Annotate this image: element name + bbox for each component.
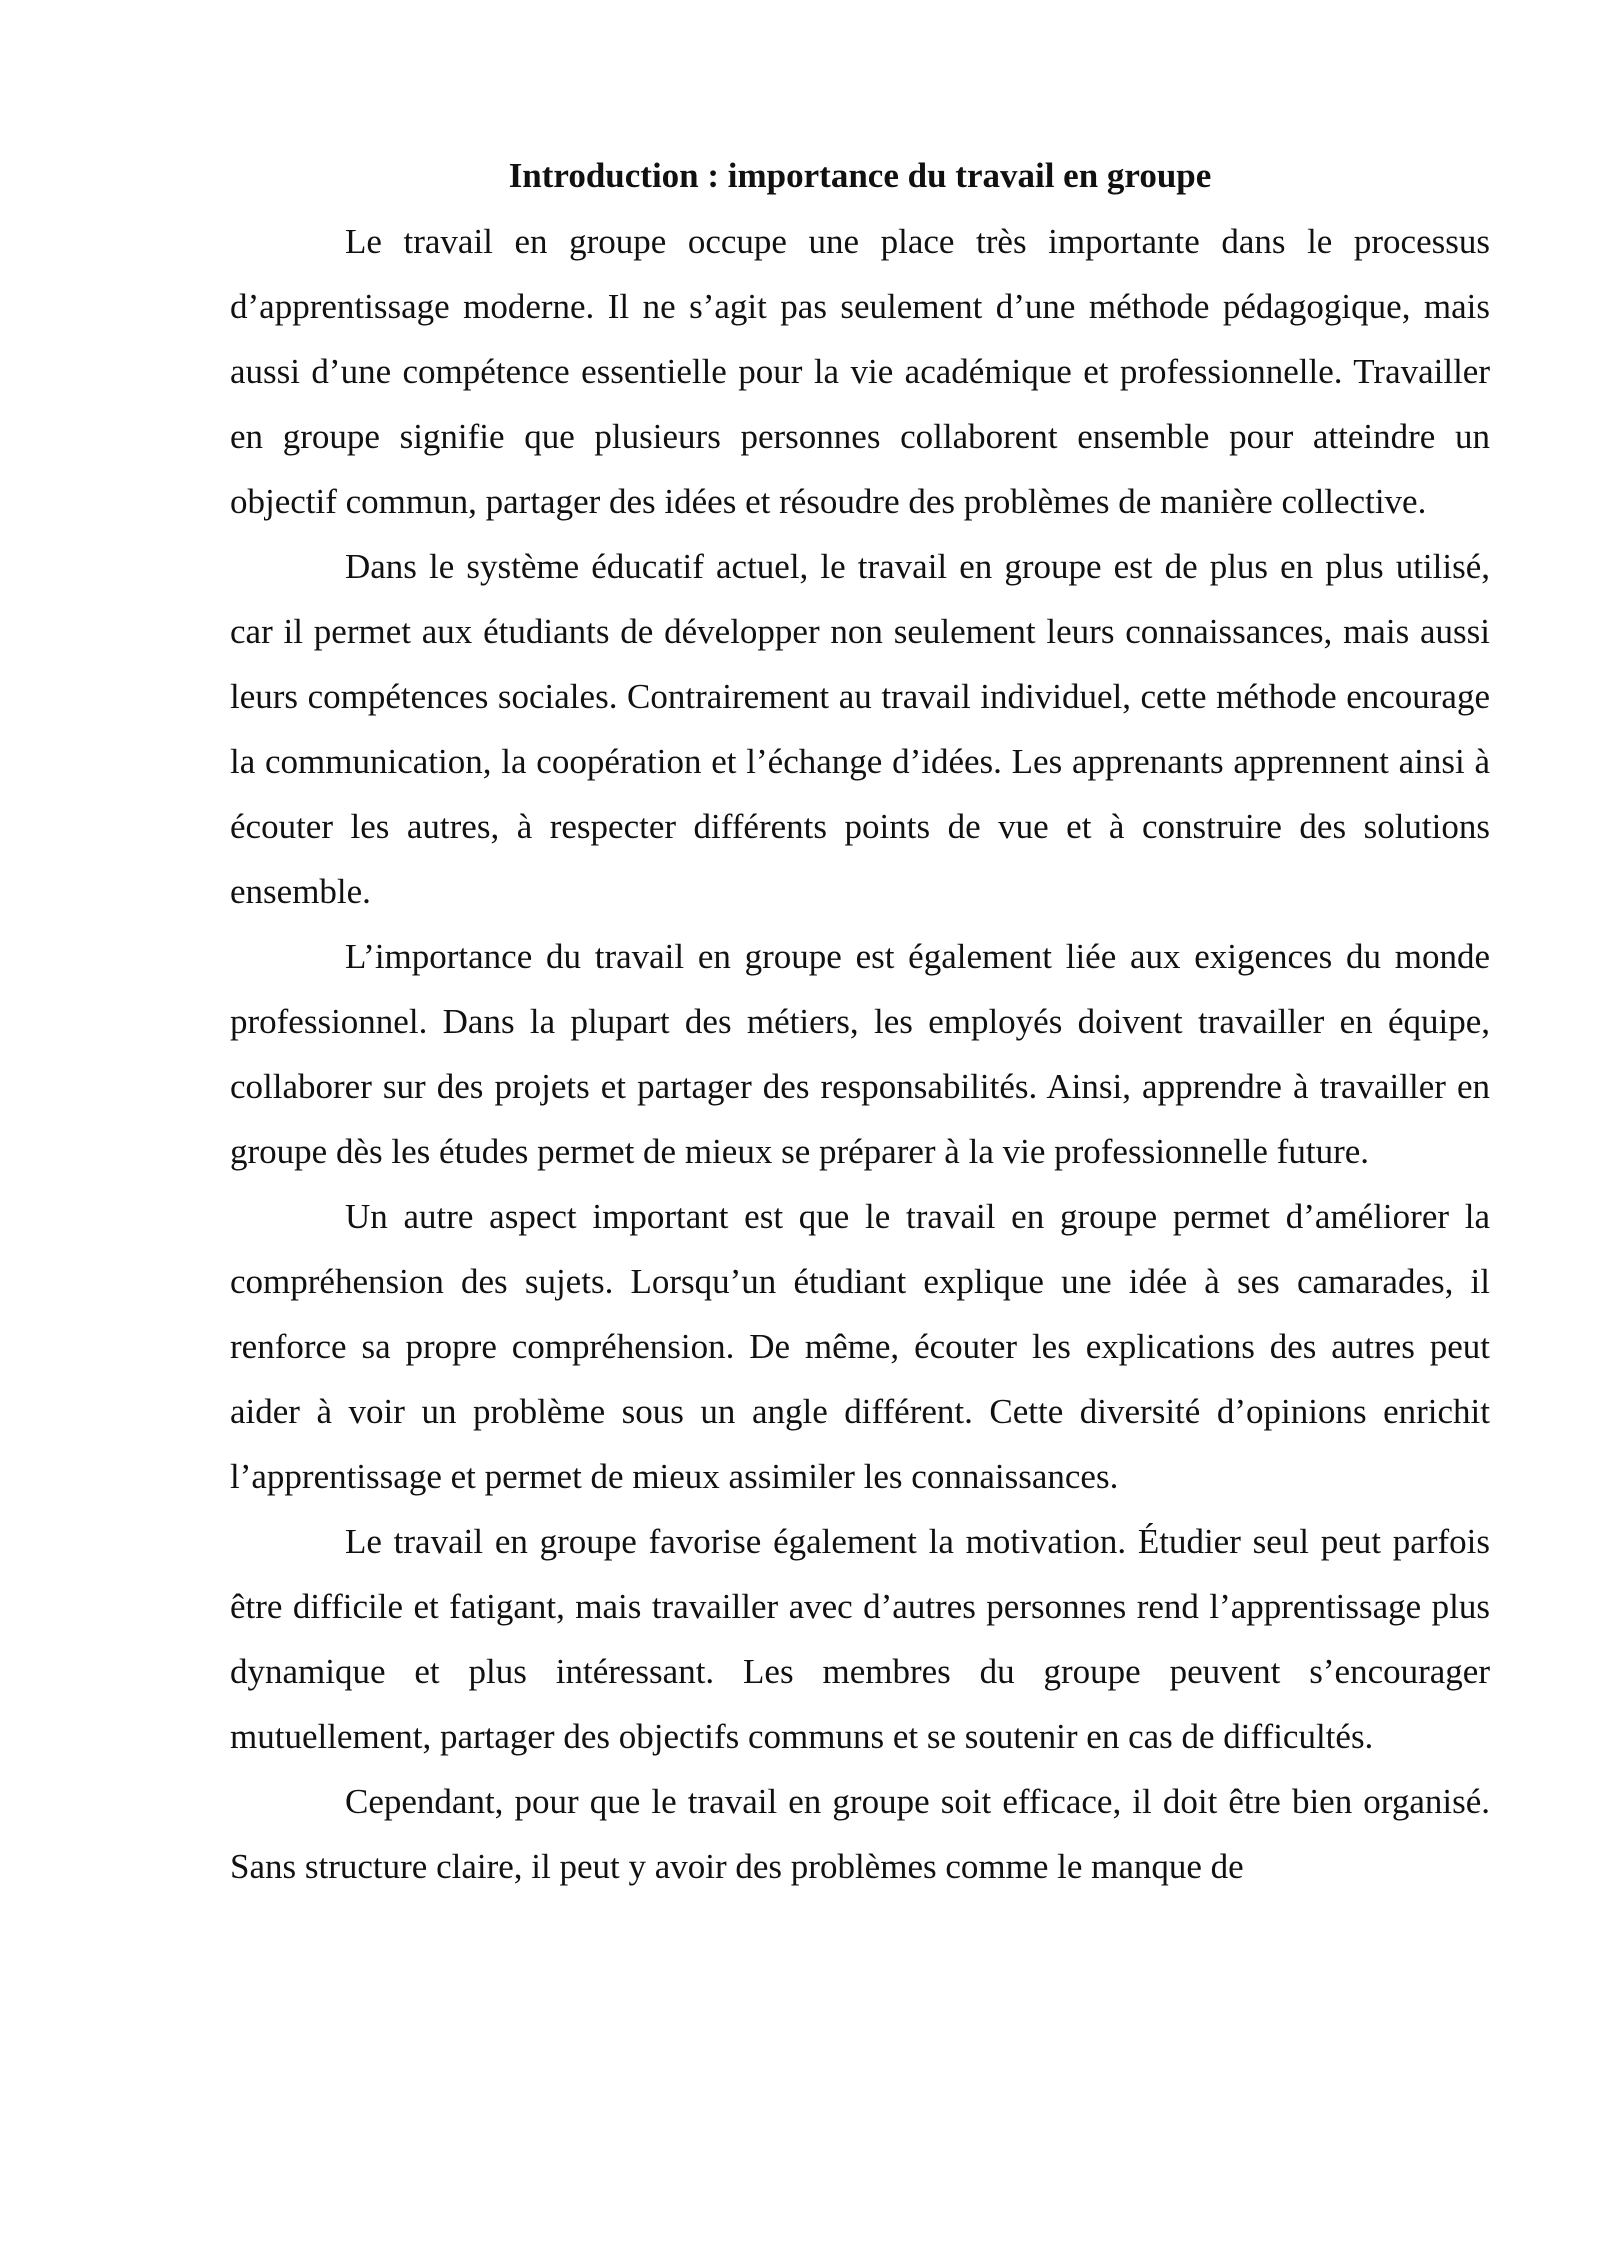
paragraph-1: Le travail en groupe occupe une place très importante dans le processus d’apprentissage moderne. Il ne s’agit pas seulement d’une méthode pédagogique, mais aussi d’une compétence essentielle pour la vie académique et professionnelle. Travailler en groupe signifie que plusieurs personnes collaborent ensemble pour atteindre un objectif commun, partager des idées et résoudre des problèmes de manière collective. [230, 222, 1490, 521]
paragraph-3: L’importance du travail en groupe est également liée aux exigences du monde professionnel. Dans la plupart des métiers, les employés doivent travailler en équipe, collaborer sur des projets et partager des responsabilités. Ainsi, apprendre à travailler en groupe dès les études permet de mieux se préparer à la vie professionnelle future. [230, 937, 1490, 1171]
paragraph-4: Un autre aspect important est que le travail en groupe permet d’améliorer la compréhension des sujets. Lorsqu’un étudiant explique une idée à ses camarades, il renforce sa propre compréhension. De même, écouter les explications des autres peut aider à voir un problème sous un angle différent. Cette diversité d’opinions enrichit l’apprentissage et permet de mieux assimiler les connaissances. [230, 1197, 1490, 1496]
paragraph-6: Cependant, pour que le travail en groupe soit efficace, il doit être bien organisé. Sans structure claire, il peut y avoir des problèmes comme le manque de [230, 1782, 1490, 1886]
paragraph-2: Dans le système éducatif actuel, le travail en groupe est de plus en plus utilisé, car il permet aux étudiants de développer non seulement leurs connaissances, mais aussi leurs compétences sociales. Contrairement au travail individuel, cette méthode encourage la communication, la coopération et l’échange d’idées. Les apprenants apprennent ainsi à écouter les autres, à respecter différents points de vue et à construire des solutions ensemble. [230, 547, 1490, 911]
paragraph-5: Le travail en groupe favorise également la motivation. Étudier seul peut parfois être difficile et fatigant, mais travailler avec d’autres personnes rend l’apprentissage plus dynamique et plus intéressant. Les membres du groupe peuvent s’encourager mutuellement, partager des objectifs communs et se soutenir en cas de difficultés. [230, 1522, 1490, 1756]
document-title: Introduction : importance du travail en groupe [508, 156, 1212, 195]
document-body [230, 150, 1490, 1899]
